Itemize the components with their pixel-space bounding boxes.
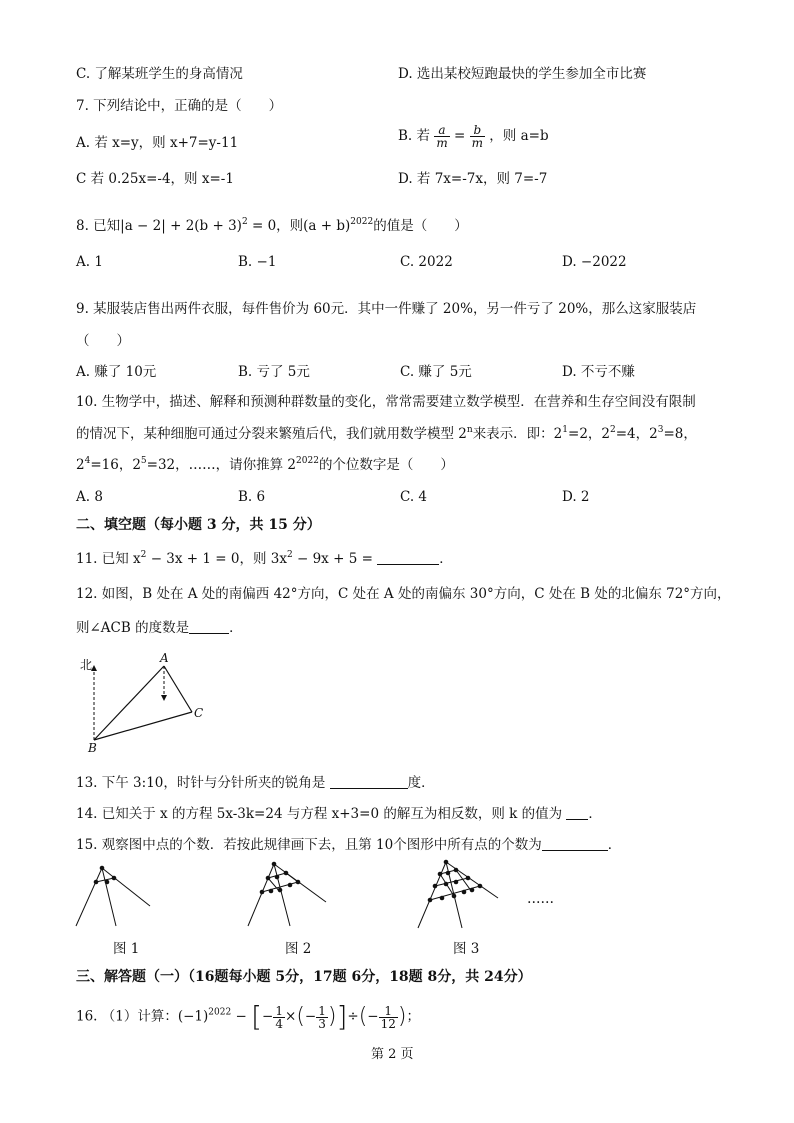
q7-option-d: D. 若 7x=-7x，则 7=-7	[398, 171, 548, 187]
q10-line1: 10. 生物学中，描述、解释和预测种群数量的变化，常常需要建立数学模型．在营养和生存空间没有限制	[76, 394, 696, 410]
q9-stem-line1: 9. 某服装店售出两件衣服，每件售价为 60元．其中一件赚了 20%，另一件亏了 20%，那么这家服装店	[76, 301, 697, 317]
q14: 14. 已知关于 x 的方程 5x-3k=24 与方程 x+3=0 的解互为相反数，则 k 的值为 ．	[76, 806, 602, 822]
segment-bc	[94, 712, 192, 740]
q9-option-a: A. 赚了 10元	[76, 364, 157, 380]
q16-part1: 16. （1）计算：$(-1)^{2022}$ − [− $\frac{1}{4}$ ×(− $\frac{1}{3}$ )]÷(− $\frac{1}{12}$ )；	[76, 1000, 420, 1033]
q7-option-a: A. 若 x=y，则 x+7=y-11	[76, 135, 239, 151]
q15-ellipsis: ……	[527, 891, 554, 907]
fig-label-a: A	[160, 651, 169, 665]
q10-option-d: D. 2	[562, 489, 590, 505]
q15-answer-blank	[542, 838, 608, 851]
q15-figure-1	[70, 860, 170, 930]
q7-option-b: B. 若 $\frac{a}{m}$ = $\frac{b}{m}$ ，则 a=b	[398, 123, 549, 150]
fig-label-north: 北	[80, 658, 93, 672]
section-3-heading: 三、解答题（一）（16题每小题 5分，17题 6分，18题 8分，共 24分）	[76, 969, 532, 985]
q11: 11. 已知 $x^2 - 3x + 1 = 0$，则 $3x^2 - 9x + 5$ = ．	[76, 550, 453, 567]
q7-stem: 7. 下列结论中，正确的是（ ）	[76, 98, 283, 114]
q9-option-c: C. 赚了 5元	[400, 364, 472, 380]
q6-option-d: D. 选出某校短跑最快的学生参加全市比赛	[398, 66, 647, 82]
q9-stem-line2: （ ）	[76, 333, 130, 349]
q15-fig3-caption: 图 3	[453, 941, 480, 957]
q12-line2: 则∠ACB 的度数是 ．	[76, 620, 243, 636]
q15-fig2-caption: 图 2	[285, 941, 312, 957]
q9-option-b: B. 亏了 5元	[238, 364, 310, 380]
q8-stem: 8. 已知$|a - 2| + 2(b + 3)^2 = 0$，则$(a + b)^{2022}$的值是（ ）	[76, 217, 468, 234]
fig-label-b: B	[88, 741, 97, 755]
page-footer: 第 2 页	[371, 1047, 414, 1062]
q8-option-a: A. 1	[76, 254, 103, 270]
q14-answer-blank	[566, 807, 588, 820]
q15-figure-2	[240, 858, 350, 930]
q8-option-d: D. −2022	[562, 254, 627, 270]
fig-label-c: C	[194, 706, 204, 720]
segment-ab	[94, 666, 164, 740]
q10-option-c: C. 4	[400, 489, 428, 505]
q12-line1: 12. 如图，B 处在 A 处的南偏西 42°方向，C 处在 A 处的南偏东 30°方向，C 处在 B 处的北偏东 72°方向，	[76, 586, 731, 602]
q8-option-b: B. −1	[238, 254, 277, 270]
q10-option-a: A. 8	[76, 489, 103, 505]
segment-ac	[164, 666, 192, 712]
q11-answer-blank	[377, 552, 439, 565]
q13: 13. 下午 3:10，时针与分针所夹的锐角是 度．	[76, 775, 435, 791]
q8-option-c: C. 2022	[400, 254, 453, 270]
q10-line2: 的情况下，某种细胞可通过分裂来繁殖后代，我们就用数学模型 2$^n$来表示．即：$2^1=2$，$2^2=4$，$2^3=8$，	[76, 425, 697, 442]
q15-fig1-caption: 图 1	[113, 941, 140, 957]
q10-line3: $2^4=16$，$2^5=32$，……，请你推算 $2^{2022}$的个位数字是（ ）	[76, 456, 454, 473]
q10-option-b: B. 6	[238, 489, 266, 505]
q7-option-c: C 若 0.25x=-4，则 x=-1	[76, 171, 234, 187]
section-2-heading: 二、填空题（每小题 3 分，共 15 分）	[76, 517, 321, 533]
q12-answer-blank	[189, 621, 229, 634]
q15: 15. 观察图中点的个数．若按此规律画下去，且第 10个图形中所有点的个数为 ．	[76, 837, 622, 853]
q13-answer-blank	[330, 776, 408, 789]
q9-option-d: D. 不亏不赚	[562, 364, 635, 380]
q15-figure-3	[410, 856, 520, 932]
q6-option-c: C. 了解某班学生的身高情况	[76, 66, 243, 82]
